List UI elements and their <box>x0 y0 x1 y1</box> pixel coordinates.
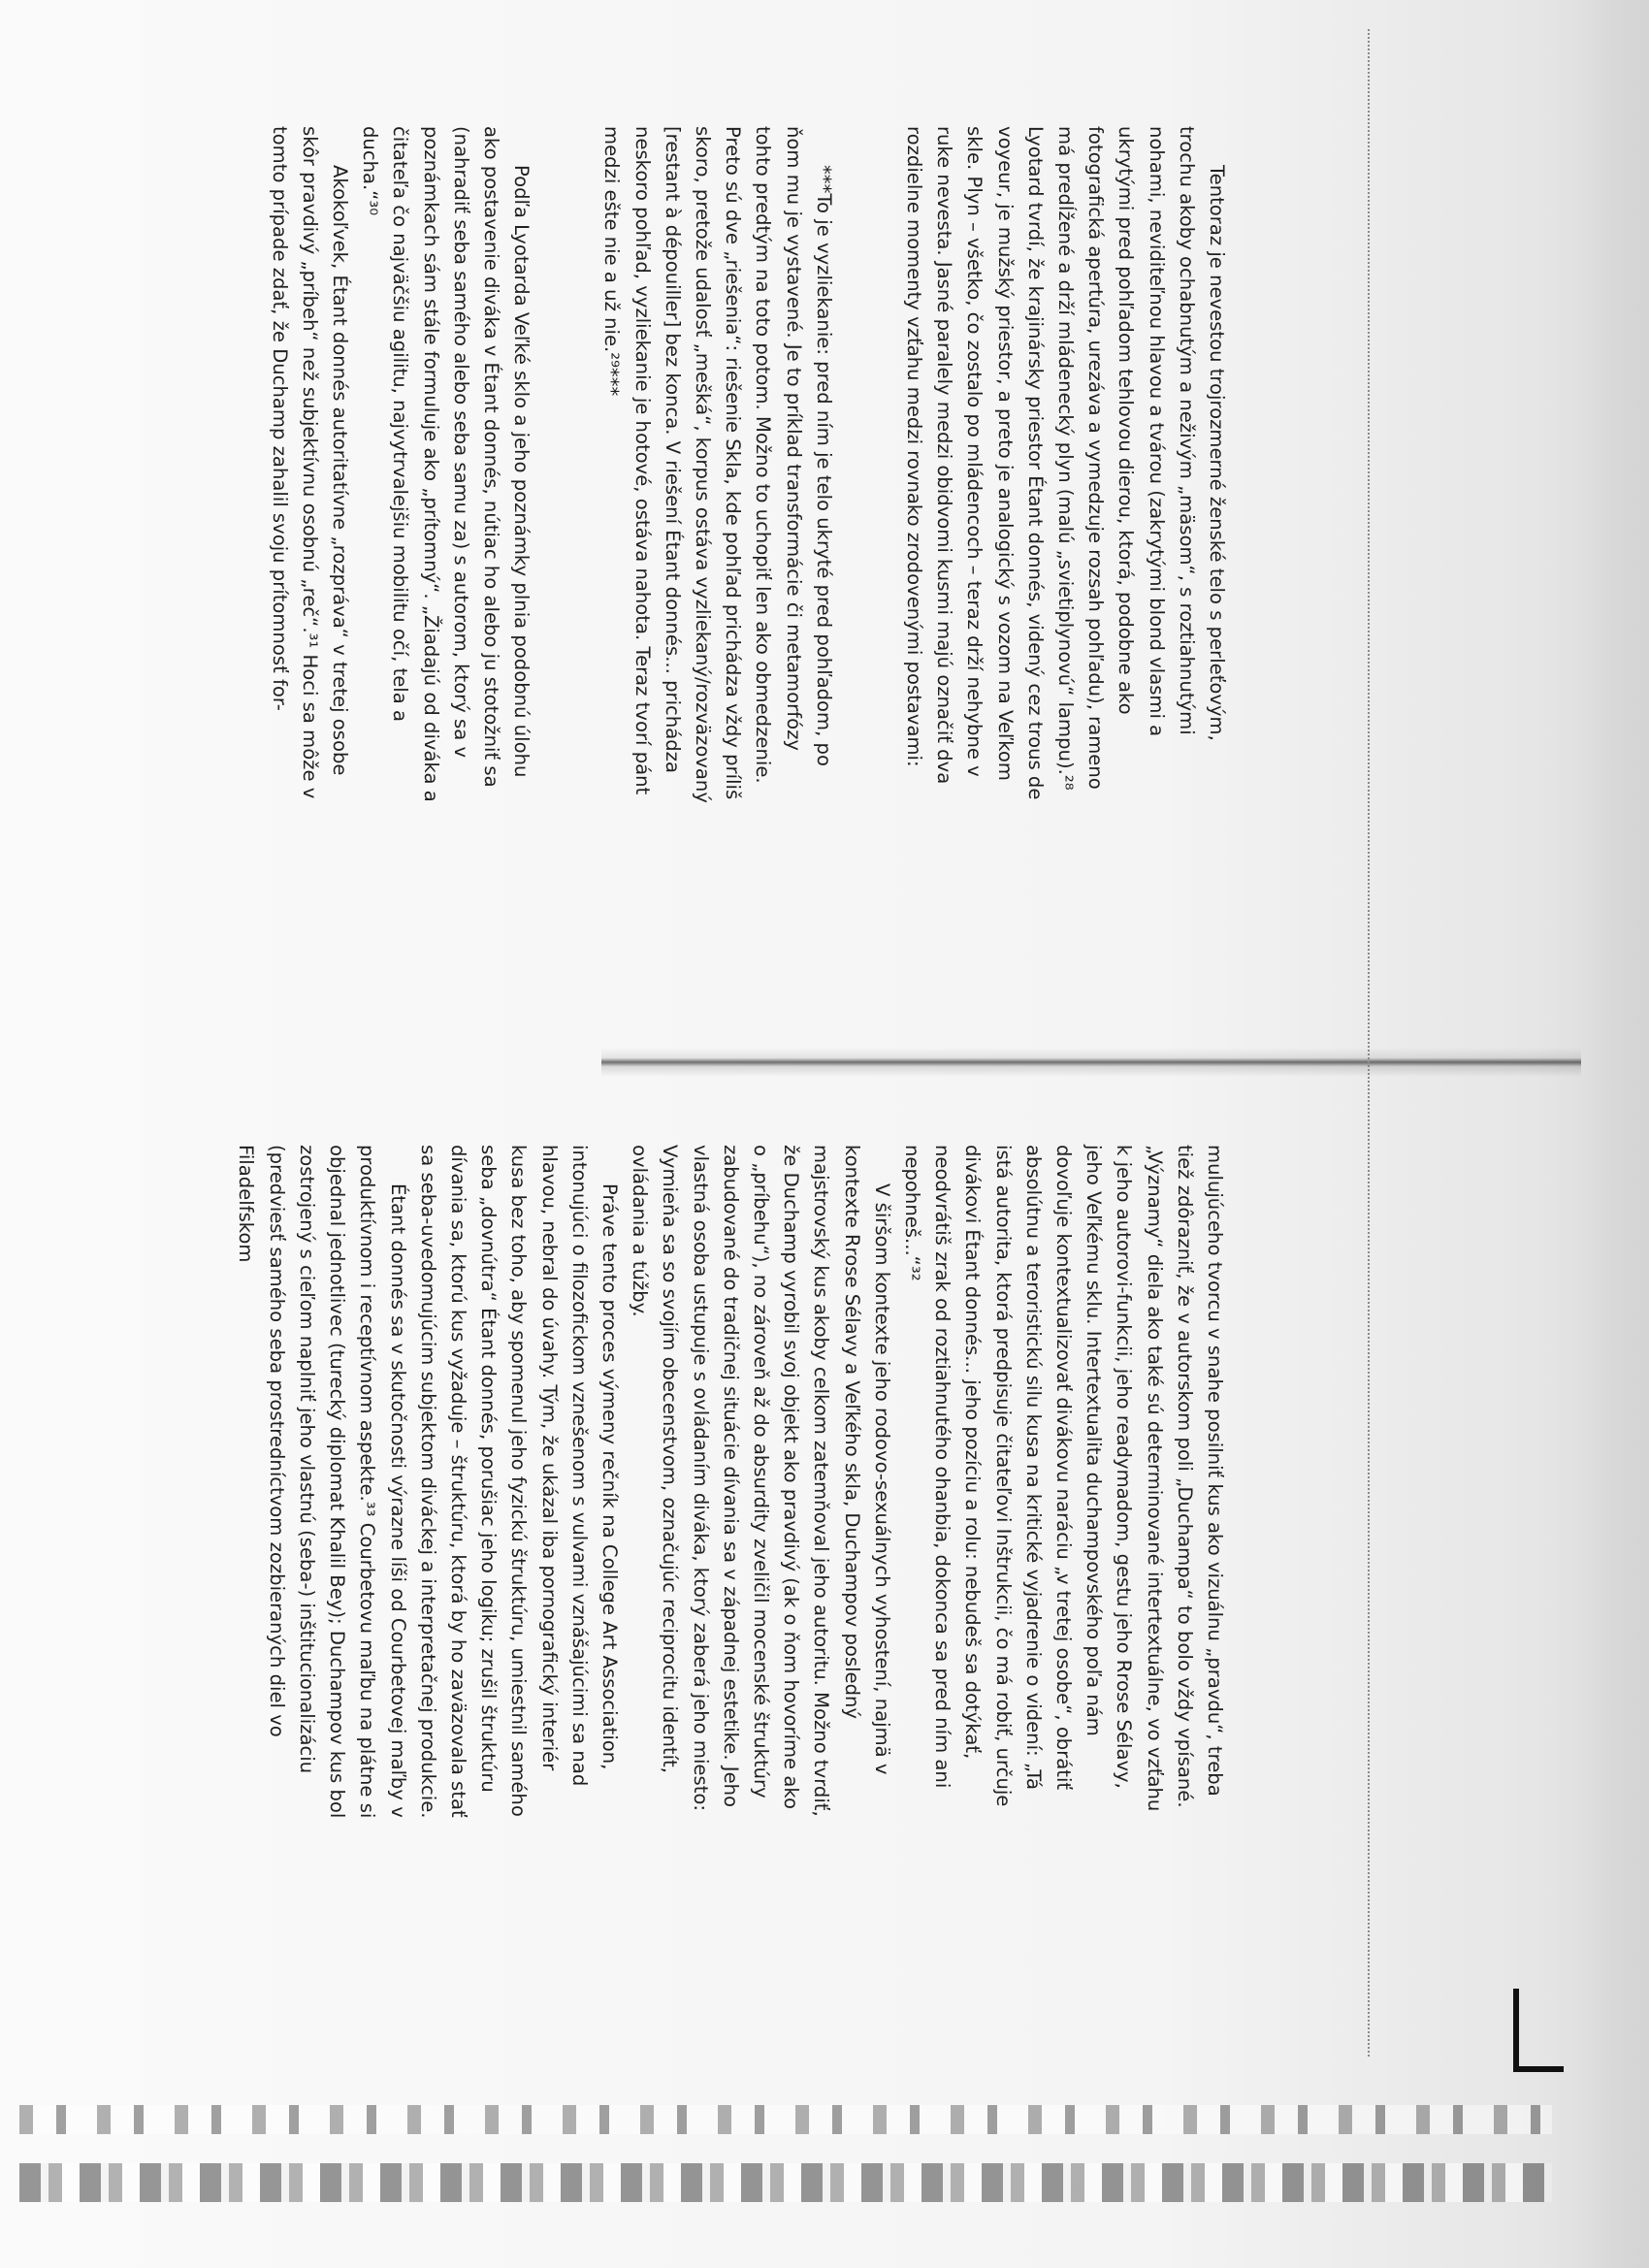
paragraph: Étant donnés sa v skutočnosti výrazne líši od Courbetovej maľby v produktívnom i receptívnom aspekte.³³ Courbetovu maľbu na plátne si objednal jednotlivec (turecký diplomat Khalil Bey); Duchampov kus bol zostrojený s cieľom naplniť jeho vlastnú (seba-) inštitucionalizáciu (predviesť samého seba prostredníctvom zozbieraných diel vo Filadelfskom <box>235 1145 409 1819</box>
paragraph: Práve tento proces výmeny rečník na College Art Association, intonujúci o filozofickom vznešenom s vulvami vznášajúcimi sa nad hlavou, nebral do úvahy. Tým, že ukázal iba pornografický interiér kusa bez toho, aby spomenul jeho fyzickú štruktúru, umiestnil samého seba „dovnútra“ Étant donnés, porušiac jeho logiku; zrušil štruktúru dívania sa, ktorú kus vyžaduje – štruktúru, ktorá by ho zaväzovala stať sa seba-uvedomujúcim subjektom diváckej a interpretačnej produkcie. <box>416 1145 621 1819</box>
left-page-text <box>264 126 1232 805</box>
right-page-text <box>231 1145 1230 1819</box>
paragraph: Akokoľvek, Étant donnés autoritatívne „rozpráva“ v tretej osobe skôr pravdivý „príbeh“ než subjektívnu osobnú „reč“.³¹ Hoci sa môže v tomto prípade zdať, že Duchamp zahalil svoju prítomnosť for- <box>268 126 351 799</box>
paragraph: Podľa Lyotarda Veľké sklo a jeho poznámky plnia podobnú úlohu ako postavenie diváka v Étant donnés, nútiac ho alebo ju stotožniť sa (nahradiť seba samého alebo seba samu za) s autorom, ktorý sa v poznámkach sám stále formuluje ako „prítomný“. „Žiadajú od diváka a čitateľa čo najväčšiu agilitu, najvytrvalejšiu mobilitu očí, tela a ducha.“³⁰ <box>359 126 534 802</box>
block-quote: ***To je vyzliekanie: pred ním je telo ukryté pred pohľadom, po ňom mu je vystavené. Je to príklad transformácie či metamorfózy tohto predtým na toto potom. Možno to uchopiť len ako obmedzenie. Preto sú dve „riešenia“: riešenie Skla, kde pohľad prichádza vždy príliš skoro, pretože udalosť „mešká“, korpus ostáva vyzliekaný/rozväzovaný [restant à dépouiller] bez konca. V riešení Étant donnés... prichádza neskoro pohľad, vyzliekanie je hotové, ostáva nahota. Teraz tvorí pánt medzi ešte nie a už nie.²⁹*** <box>600 126 835 803</box>
paragraph: mulujúceho tvorcu v snahe posilniť kus ako vizuálnu „pravdu“, treba tiež zdôrazniť, že v autorskom poli „Duchampa“ to bolo vždy vpísané. „Významy“ diela ako také sú determinované intertextuálne, vo vzťahu k jeho autorovi-funkcii, jeho readymadom, gestu jeho Rrose Sélavy, jeho Veľkému sklu. Intertextualita duchampovského poľa nám dovoľuje kontextualizovať divákovu naráciu „v tretej osobe“, obrátiť absolútnu a teroristickú silu kusa na kritické vyjadrenie o videní: „Tá istá autorita, ktorá predpisuje čitateľovi Inštrukcii, čo má robiť, určuje divákovi Étant donnés... jeho pozíciu a rolu: nebudeš sa dotýkať, neodvrátiš zrak od roztiahnutého ohanbia, dokonca sa pred ním ani nepohneš...“³² <box>900 1145 1226 1812</box>
paragraph: V širšom kontexte jeho rodovo-sexuálnych vyhostení, najmä v kontexte Rrose Sélavy a Veľkého skla, Duchampov posledný majstrovský kus akoby celkom zatemňoval jeho autoritu. Možno tvrdiť, že Duchamp vyrobil svoj objekt ako pravdivý (ak o ňom hovoríme ako o „príbehu“), no zároveň až do absurdity zveličil mocenské štruktúry zabudované do tradičnej situácie dívania sa v západnej estetike. Jeho vlastná osoba ustupuje s ovládaním diváka, ktorý zaberá jeho miesto: Vymieňa sa so svojím obecenstvom, označujúc reciprocitu identít, ovládania a túžby. <box>629 1145 893 1817</box>
paragraph: Tentoraz je nevestou trojrozmerné ženské telo s perleťovým, trochu akoby ochabnutým a neživým „mäsom“, s roztiahnutými nohami, neviditeľnou hlavou a tvárou (zakrytými blond vlasmi a ukrytými pred pohľadom tehlovou dierou, ktorá, podobne ako fotografická apertúra, urezáva a vymedzuje rozsah pohľadu), rameno má predĺžené a drží mládenecký plyn (malú „svietiplynovú“ lampu).²⁸ Lyotard tvrdí, že krajinársky priestor Étant donnés, videný cez trous de voyeur, je mužský priestor, a preto je analogický s vozom na Veľkom skle. Plyn – všetko, čo zostalo po mládencoch – teraz drží nehybne v ruke nevesta. Jasné paralely medzi obidvomi kusmi majú označiť dva rozdielne momenty vzťahu medzi rovnako zrodovenými postavami: <box>902 126 1228 800</box>
